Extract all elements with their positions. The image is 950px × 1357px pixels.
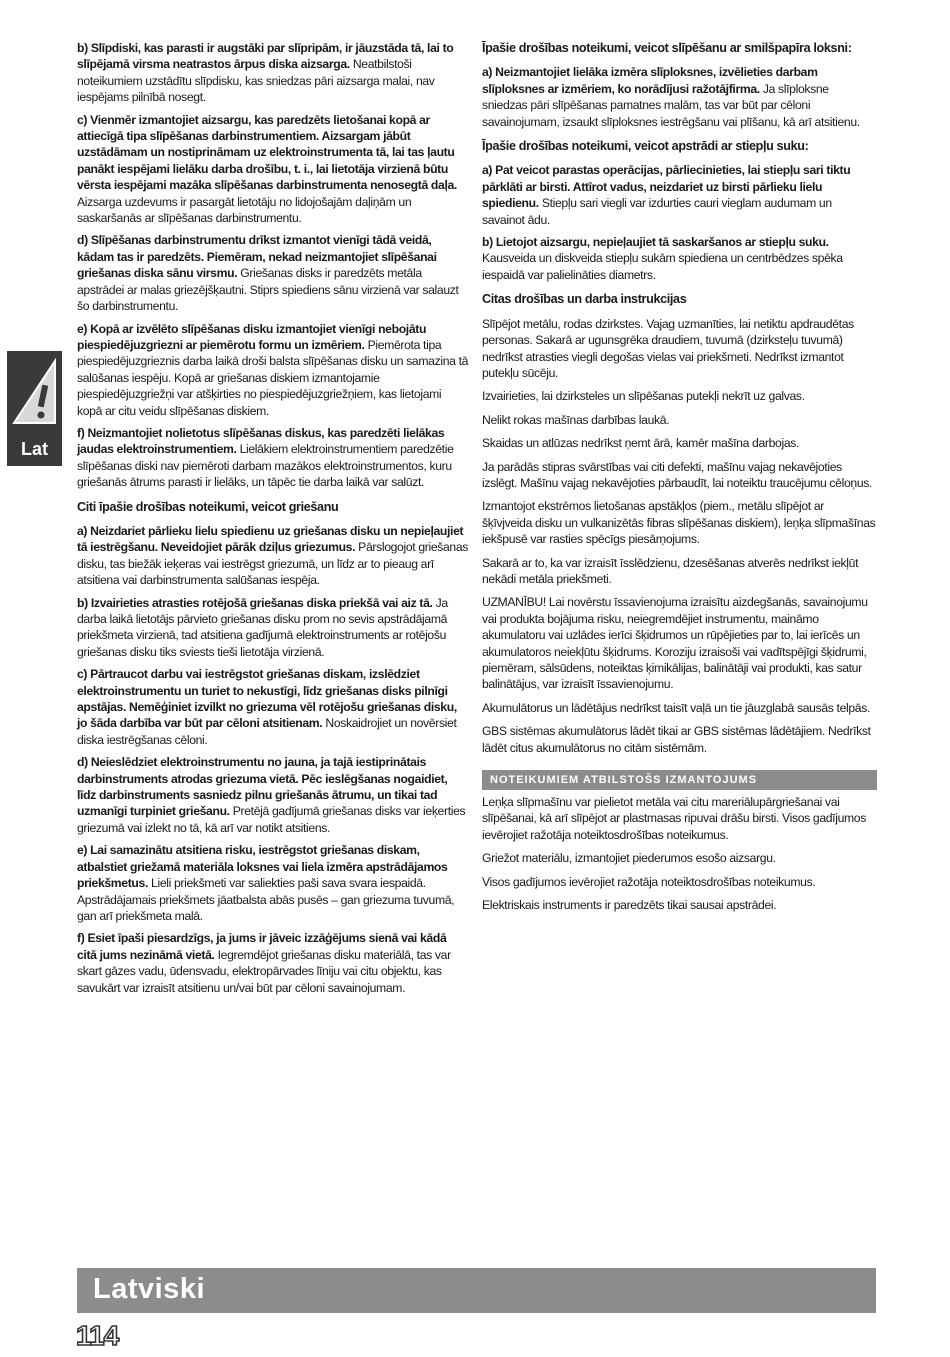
paragraph: Sakarā ar to, ka var izraisīt īsslēdzienu, dzesēšanas atverēs nedrīkst iekļūt nekādi metāla priekšmeti.: [482, 555, 859, 586]
paragraph: Izvairieties, lai dzirksteles un slīpēšanas putekļi nekrīt uz galvas.: [482, 389, 805, 404]
instruction-item: a) Neizdariet pārlieku lielu spiedienu uz griešanas disku un nepieļaujiet tā iestrēgšanu. Neveidojiet pārāk dziļus griezumus. Pārslogojot griešanas disku, tas biežāk ieķeras vai iestrēgst griezumā, un līdz ar to pieaug arī atsitiena vai darbinstrumenta salūšanas iespēja.: [77, 523, 469, 588]
language-code-label: Lat: [21, 439, 48, 459]
section-heading-other: Citas drošības un darba instrukcijas: [482, 292, 687, 307]
page-number: 114: [76, 1320, 119, 1351]
warning-side-tab: [7, 351, 62, 466]
warning-triangle-icon: [11, 357, 58, 429]
instruction-item: a) Pat veicot parastas operācijas, pārliecinieties, lai stiepļu sari tiktu pārklāti ar birsti. Attīrot vadus, neizdariet uz birsti pārlieku lielu spiedienu. Stiepļu sari viegli var izdurties cauri vieglam audumam un savainot ādu.: [482, 163, 851, 227]
instruction-item: c) Pārtraucot darbu vai iestrēgstot griešanas diskam, izslēdziet elektroinstrumentu un turiet to nekustīgi, līdz griešanas disks pilnīgi apstājas. Nemēģiniet izvilkt no griezuma vēl rotējošu griešanas disku, jo šāda darbība var būt par cēloni atsitienam. Noskaidrojiet un novērsiet diska iestrēgšanas cēloni.: [77, 667, 457, 747]
paragraph: Visos gadījumos ievērojiet ražotāja noteiktosdrošības noteikumus.: [482, 874, 816, 889]
instruction-item: b) Slīpdiski, kas parasti ir augstāki par slīpripām, ir jāuzstāda tā, lai to slīpējamā virsma neatrastos ārpus diska aizsarga. Neatbilstoši noteikumiem uzstādītu slīpdisku, kas sniedzas pāri aizsarga malai, nav iespējams pilnībā nosegt.: [77, 41, 454, 105]
paragraph: Griežot materiālu, izmantojiet piederumos esošo aizsargu.: [482, 851, 776, 866]
section-heading-wire-brush: Īpašie drošības noteikumi, veicot apstrādi ar stiepļu suku:: [482, 139, 809, 154]
paragraph: Ja parādās stipras svārstības vai citi defekti, mašīnu vajag nekavējoties izslēgt. Mašīnu vajag nekavējoties pārbaudīt, lai noteiktu traucējumu cēloņus.: [482, 459, 873, 490]
instruction-item: c) Vienmēr izmantojiet aizsargu, kas paredzēts lietošanai kopā ar attiecīgā tipa slīpēšanas darbinstrumentiem. Aizsargam jābūt uzstādāmam un nostiprināmam uz elektroinstrumenta tā, lai tas ļautu panākt iespējami lielāku darba drošību, t. i., lai lietotāja virzienā būtu vērsta iespējami mazāka slīpēšanas darbinstrumenta nenosegtā daļa. Aizsarga uzdevums ir pasargāt lietotāju no lidojošajām daļiņām un saskaršanās ar slīpēšanas darbinstrumentu.: [77, 112, 457, 226]
instruction-item: d) Slīpēšanas darbinstrumentu drīkst izmantot vienīgi tādā veidā, kādam tas ir paredzēts. Piemēram, nekad neizmantojiet slīpēšanai griešanas diska sānu virsmu. Griešanas disks ir paredzēts metāla apstrādei ar malas griezējšķautni. Stiprs spiediens sānu virzienā var salauzt šo darbinstrumentu.: [77, 233, 459, 314]
instruction-item: f) Neizmantojiet nolietotus slīpēšanas diskus, kas paredzēti lielākas jaudas elektroinstrumentiem. Lielākiem elektroinstrumentiem paredzētie slīpēšanas diski nav piemēroti darbam mazākos elektroinstrumentos, kuru griešanās ātrums parasti ir lielāks, un tāpēc tie darba laikā var salūzt.: [77, 425, 454, 490]
paragraph: Skaidas un atlūzas nedrīkst ņemt ārā, kamēr mašīna darbojas.: [482, 436, 800, 451]
section-heading-cutting: Citi īpašie drošības noteikumi, veicot griešanu: [77, 499, 339, 514]
section-heading-sanding: Īpašie drošības noteikumi, veicot slīpēšanu ar smilšpapīra loksni:: [482, 41, 852, 55]
language-title: Latviski: [93, 1273, 205, 1305]
instruction-item: b) Lietojot aizsargu, nepieļaujiet tā saskaršanos ar stiepļu suku. Kausveida un diskveida stiepļu sukām spiediena un centrbēdzes spēka iespaidā var palielināties diametrs.: [482, 235, 843, 282]
instruction-item: d) Neieslēdziet elektroinstrumentu no jauna, ja tajā iestiprinātais darbinstruments atrodas griezuma vietā. Pēc ieslēgšanas nogaidiet, līdz darbinstruments sasniedz pilnu griešanās ātrumu, un tikai tad uzmanīgi turpiniet griešanu. Pretējā gadījumā griešanas disks var ieķerties griezumā vai izlekt no tā, kā arī var notikt atsitiens.: [77, 755, 466, 835]
paragraph: UZMANĪBU! Lai novērstu īssavienojuma izraisītu aizdegšanās, savainojumu vai produkta bojājuma risku, neiegremdējiet instrumentu, maināmo akumulatoru vai uzlādes ierīci šķidrumos un rūpējieties par to, lai ierīcēs un akumulatoros neiekļūtu šķidrums. Koroziju izraisoši vai vadītspējīgi šķidrumi, piemēram, sālsūdens, noteiktas ķimikālijas, balinātāji vai produkti, kas satur balinātājus, var izraisīt īssavienojumu.: [482, 595, 868, 692]
instruction-item: b) Izvairieties atrasties rotējošā griešanas diska priekšā vai aiz tā. Ja darba laikā lietotājs pārvieto griešanas disku prom no sevis apstrādājamā priekšmeta virzienā, tad atsitiena gadījumā elektroinstruments ar rotējošu griešanas disku tiks sviests tieši lietotāja virzienā.: [77, 595, 448, 659]
paragraph: Slīpējot metālu, rodas dzirkstes. Vajag uzmanīties, lai netiktu apdraudētas personas. Sakarā ar ugunsgrēka draudiem, tuvumā (dzirksteļu tuvumā) nedrīkst atrasties viegli degošas vielas vai priekšmeti. Nedrīkst izmantot putekļu sūcēju.: [482, 316, 854, 380]
instruction-item: e) Lai samazinātu atsitiena risku, iestrēgstot griešanas diskam, atbalstiet griežamā materiāla loksnes vai liela izmēra apstrādājamos priekšmetus. Lieli priekšmeti var saliekties paši sava svara iespaidā. Apstrādājamais priekšmets jāatbalsta abās pusēs – gan griezuma tuvumā, gan arī priekšmeta malā.: [77, 843, 455, 923]
right-column: [482, 40, 877, 920]
paragraph: Leņķa slīpmašīnu var pielietot metāla vai citu mareriālupārgriešanai vai slīpēšanai, kā arī slīpējot ar plastmasas ripuvai drāšu birsti. Visos gadījumos ievērojiet ražotāja noteiktosdrošības noteikumus.: [482, 795, 866, 842]
paragraph: Izmantojot ekstrēmos lietošanas apstākļos (piem., metālu slīpējot ar šķīvjveida disku un vulkanizētās fibras slīpēšanas diskiem), leņķa slīpmašīnas iekšpusē var rasties spēcīgs piesārņojums.: [482, 499, 876, 547]
paragraph: GBS sistēmas akumulātorus lādēt tikai ar GBS sistēmas lādētājiem. Nedrīkst lādēt citus akumulātorus no citām sistēmām.: [482, 724, 871, 755]
language-footer-bar: [77, 1268, 876, 1313]
left-column: [77, 40, 469, 1002]
instruction-item: e) Kopā ar izvēlēto slīpēšanas disku izmantojiet vienīgi nebojātu piespiedējuzgriezni ar piemērotu formu un izmēriem. Piemērota tipa piespiedējuzgrieznis darba laikā droši balsta slīpēšanas disku un samazina tā salūšanas iespēju. Kopā ar griešanas diskiem izmantojamie piespiedējuzgriežņi var atšķirties no piespiedējuzgriežņiem, kas lietojami kopā ar citu veidu slīpēšanas diskiem.: [77, 321, 469, 418]
instruction-item: a) Neizmantojiet lielāka izmēra slīploksnes, izvēlieties darbam slīploksnes ar izmēriem, ko norādījusi ražotājfirma. Ja slīploksne sniedzas pāri slīpēšanas pamatnes malām, tas var būt par cēloni savainojumam, izsaukt slīploksnes iestrēgšanu vai plīšanu, kā arī atsitienu.: [482, 65, 860, 129]
paragraph: Nelikt rokas mašīnas darbības laukā.: [482, 412, 670, 427]
paragraph: Akumulātorus un lādētājus nedrīkst taisīt vaļā un tie jāuzglabā sausās telpās.: [482, 700, 870, 715]
paragraph: Elektriskais instruments ir paredzēts tikai sausai apstrādei.: [482, 898, 777, 913]
section-bar-intended-use: NOTEIKUMIEM ATBILSTOŠS IZMANTOJUMS: [482, 770, 877, 790]
instruction-item: f) Esiet īpaši piesardzīgs, ja jums ir jāveic izzāģējums sienā vai kādā citā jums nezināmā vietā. Iegremdējot griešanas disku materiālā, tas var skart gāzes vadu, ūdensvadu, elektropārvades līniju vai citu objektu, kas savukārt var izraisīt atsitienu un/vai būt par cēloni savainojumam.: [77, 931, 451, 995]
